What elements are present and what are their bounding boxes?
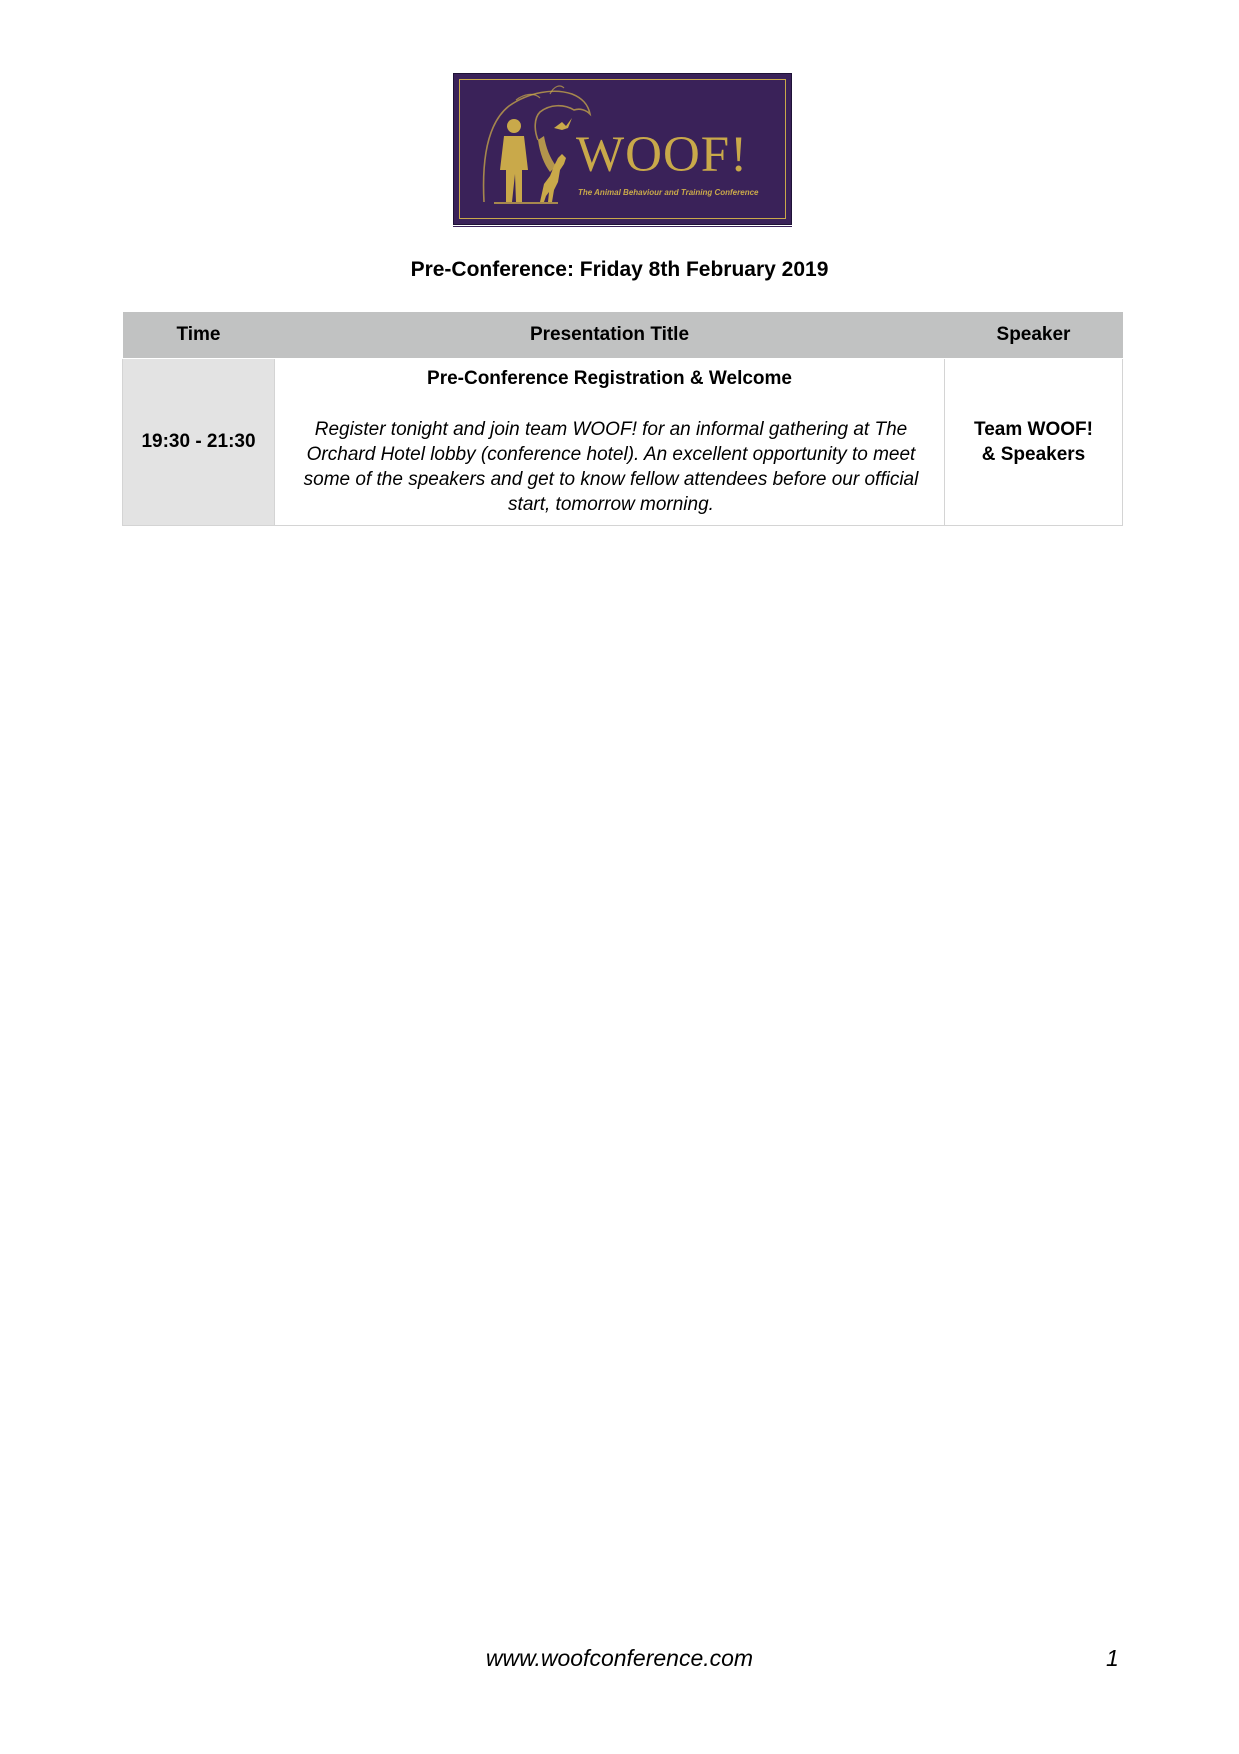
session-description: Register tonight and join team WOOF! for an informal gathering at The Orchard Hotel lobby (conference hotel). An excellent opportunity to meet some of the speakers and get to know fellow attendees before our official start, tomorrow morning. [303,419,919,515]
session-speaker [945,359,1123,526]
conference-logo [453,73,792,225]
session-cell [275,359,945,526]
speaker-line-2: & Speakers [981,444,1086,465]
logo-wordmark: WOOF! [576,127,749,183]
footer-website-link[interactable]: www.woofconference.com [485,1645,754,1671]
header-time: Time [123,312,275,359]
page-number: 1 [1106,1645,1119,1671]
header-presentation-title: Presentation Title [275,312,945,359]
session-title: Pre-Conference Registration & Welcome [427,368,792,389]
table-row [123,359,1123,526]
header-speaker: Speaker [945,312,1123,359]
schedule-table [122,312,1123,526]
logo-tagline: The Animal Behaviour and Training Conference [578,188,759,197]
speaker-line-1: Team WOOF! [974,419,1093,440]
logo-underline [453,226,792,227]
session-time: 19:30 - 21:30 [123,359,275,526]
table-header-row [123,312,1123,359]
page-title: Pre-Conference: Friday 8th February 2019 [410,258,829,281]
